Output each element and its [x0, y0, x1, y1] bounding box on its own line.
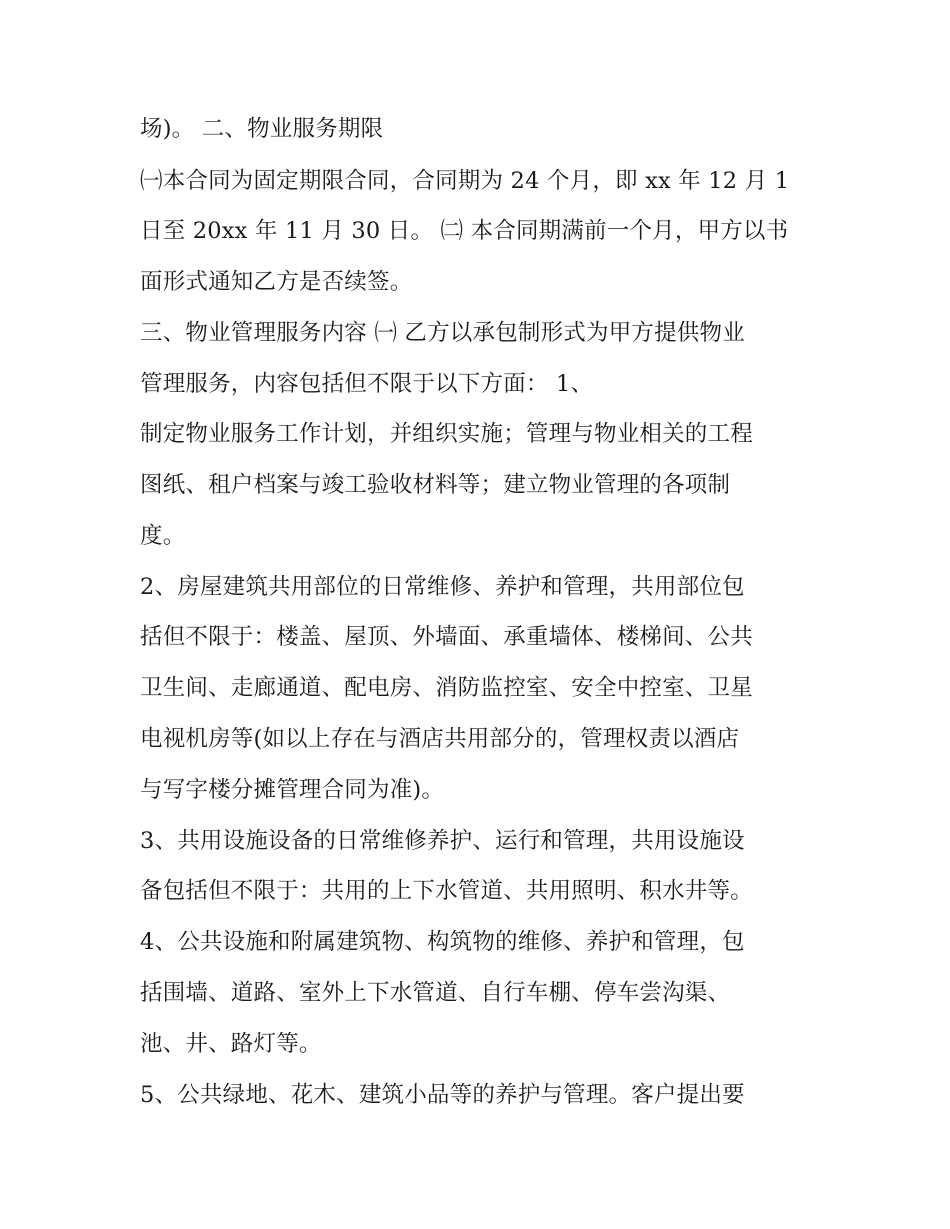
text-line: 面形式通知乙方是否续签。 — [140, 269, 413, 295]
text-line: 电视机房等(如以上存在与酒店共用部分的，管理权责以酒店 — [140, 726, 740, 752]
text-line: 括但不限于：楼盖、屋顶、外墙面、承重墙体、楼梯间、公共 — [140, 624, 753, 650]
text-line: 3、共用设施设备的日常维修养护、运行和管理，共用设施设 — [140, 828, 745, 854]
text-line: 与写字楼分摊管理合同为准)。 — [140, 777, 445, 803]
text-line: 管理服务，内容包括但不限于以下方面： 1、 — [140, 371, 594, 397]
text-line: 括围墙、道路、室外上下水管道、自行车棚、停车尝沟渠、 — [140, 980, 731, 1006]
text-line: 2、房屋建筑共用部位的日常维修、养护和管理，共用部位包 — [140, 574, 745, 600]
text-line: 4、公共设施和附属建筑物、构筑物的维修、养护和管理，包 — [140, 929, 745, 955]
text-line: 图纸、租户档案与竣工验收材料等；建立物业管理的各项制 — [140, 472, 731, 498]
text-line: 制定物业服务工作计划，并组织实施；管理与物业相关的工程 — [140, 421, 753, 447]
text-line: 场)。 二、物业服务期限 — [140, 116, 384, 142]
text-line: 备包括但不限于：共用的上下水管道、共用照明、积水井等。 — [140, 878, 753, 904]
text-line: ㈠本合同为固定期限合同，合同期为 24 个月，即 xx 年 12 月 1 — [140, 168, 790, 194]
text-line: 池、井、路灯等。 — [140, 1031, 322, 1057]
text-line: 度。 — [140, 523, 186, 549]
text-line: 卫生间、走廊通道、配电房、消防监控室、安全中控室、卫星 — [140, 675, 753, 701]
text-line: 日至 20xx 年 11 月 30 日。 ㈡ 本合同期满前一个月，甲方以书 — [140, 218, 789, 244]
text-line: 5、公共绿地、花木、建筑小品等的养护与管理。客户提出要 — [140, 1082, 745, 1108]
text-line: 三、物业管理服务内容 ㈠ 乙方以承包制形式为甲方提供物业 — [140, 320, 745, 346]
